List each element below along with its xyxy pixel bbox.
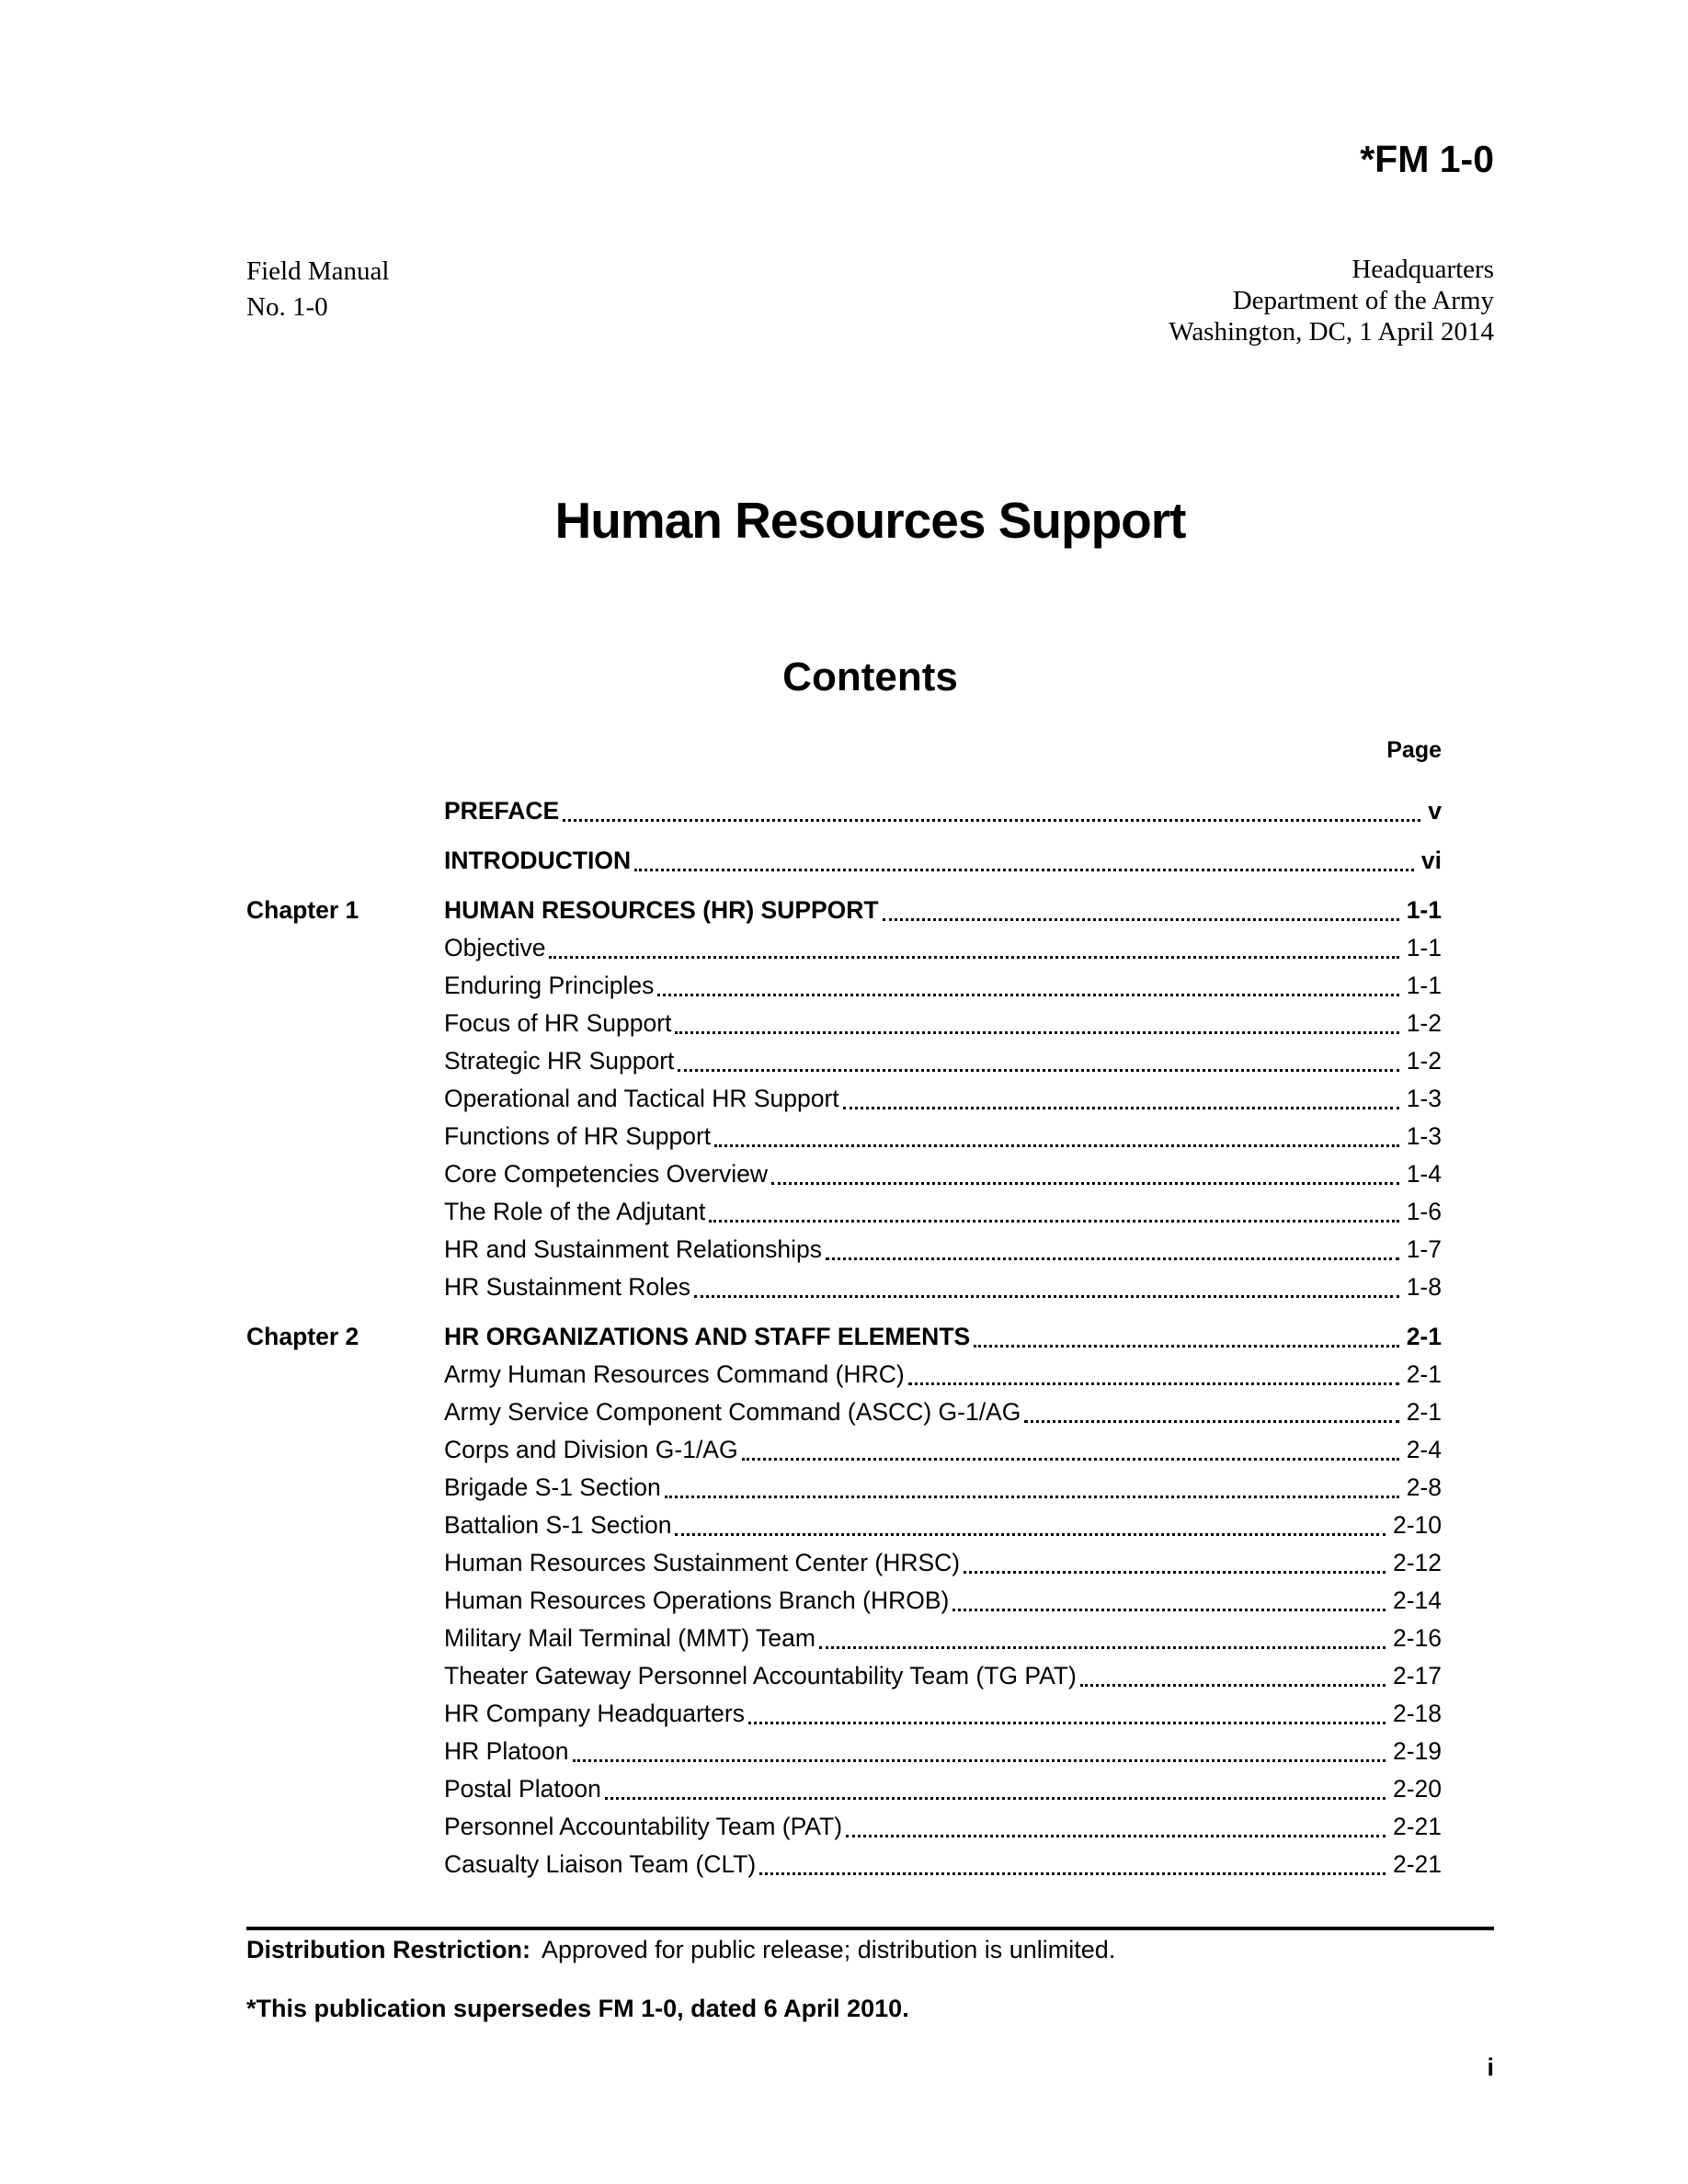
- table-of-contents: [246, 780, 1442, 1883]
- toc-entry-title: Focus of HR Support: [444, 1009, 672, 1037]
- dot-leader: [634, 842, 1414, 871]
- toc-row: [246, 1507, 1442, 1544]
- toc-page-number: 2-18: [1392, 1700, 1442, 1727]
- toc-chapter-label: [246, 1469, 444, 1507]
- toc-entry-title: Operational and Tactical HR Support: [444, 1085, 839, 1112]
- toc-row: [246, 1808, 1442, 1846]
- toc-page-number: 2-4: [1406, 1436, 1442, 1463]
- dot-leader: [665, 1469, 1399, 1498]
- toc-entry-title: Corps and Division G-1/AG: [444, 1436, 738, 1463]
- toc-page-number: 2-19: [1392, 1737, 1442, 1765]
- toc-page-number: 1-6: [1406, 1198, 1442, 1225]
- toc-row: [246, 1042, 1442, 1080]
- toc-entry-title: Casualty Liaison Team (CLT): [444, 1850, 757, 1878]
- page-column-label: Page: [1386, 737, 1442, 763]
- toc-page-number: vi: [1420, 847, 1442, 874]
- toc-page-number: 2-16: [1392, 1624, 1442, 1652]
- dot-leader: [883, 892, 1399, 921]
- toc-chapter-label: [246, 1431, 444, 1469]
- distribution-restriction-label: Distribution Restriction:: [246, 1936, 530, 1963]
- toc-row: [246, 892, 1442, 929]
- toc-entry-title: HR Platoon: [444, 1737, 569, 1765]
- toc-row: [246, 792, 1442, 830]
- department-line: Department of the Army: [1232, 286, 1494, 315]
- dot-leader: [843, 1080, 1399, 1109]
- toc-row: [246, 1080, 1442, 1118]
- toc-page-number: 1-3: [1406, 1122, 1442, 1150]
- toc-page-number: 1-1: [1406, 896, 1442, 924]
- toc-page-number: v: [1428, 797, 1442, 825]
- toc-row: [246, 1118, 1442, 1155]
- dot-leader: [952, 1582, 1386, 1611]
- manual-number: No. 1-0: [246, 292, 328, 322]
- supersession-note: *This publication supersedes FM 1-0, dated 6 April 2010.: [246, 1995, 909, 2022]
- distribution-restriction: [246, 1936, 1494, 1964]
- footer-divider-rule: [246, 1927, 1494, 1930]
- toc-row: [246, 1268, 1442, 1306]
- toc-chapter-label: [246, 1695, 444, 1733]
- dot-leader: [573, 1733, 1386, 1762]
- page-title: Human Resources Support: [554, 492, 1186, 549]
- dot-leader: [1080, 1657, 1386, 1687]
- toc-entry-title: Core Competencies Overview: [444, 1160, 768, 1188]
- toc-entry-title: Personnel Accountability Team (PAT): [444, 1813, 843, 1840]
- toc-chapter-label: [246, 1268, 444, 1306]
- dot-leader: [675, 1005, 1398, 1034]
- dot-leader: [605, 1770, 1386, 1800]
- field-manual-label: Field Manual: [246, 256, 390, 286]
- toc-page-number: 2-1: [1406, 1398, 1442, 1426]
- masthead: [246, 254, 1494, 347]
- toc-row: [246, 1695, 1442, 1733]
- toc-row: [246, 929, 1442, 967]
- toc-row: [246, 1469, 1442, 1507]
- toc-entry-title: PREFACE: [444, 797, 560, 825]
- dot-leader: [819, 1620, 1386, 1649]
- toc-row: [246, 967, 1442, 1005]
- toc-chapter-label: [246, 929, 444, 967]
- toc-chapter-label: [246, 1507, 444, 1544]
- toc-page-number: 1-2: [1406, 1047, 1442, 1075]
- toc-page-number: 1-1: [1406, 972, 1442, 999]
- toc-page-number: 2-10: [1392, 1511, 1442, 1539]
- toc-entry-title: HUMAN RESOURCES (HR) SUPPORT: [444, 896, 879, 924]
- toc-row: [246, 1544, 1442, 1582]
- toc-page-number: 1-3: [1406, 1085, 1442, 1112]
- toc-entry-title: Military Mail Terminal (MMT) Team: [444, 1624, 815, 1652]
- toc-chapter-label: [246, 1005, 444, 1042]
- toc-row: [246, 1356, 1442, 1393]
- toc-row: [246, 1620, 1442, 1657]
- toc-chapter-label: [246, 792, 444, 830]
- toc-row: [246, 842, 1442, 880]
- toc-page-number: 2-21: [1392, 1813, 1442, 1840]
- toc-row: [246, 1193, 1442, 1231]
- toc-rows: [246, 792, 1442, 1883]
- toc-page-number: 1-2: [1406, 1009, 1442, 1037]
- headquarters-line: Headquarters: [1352, 255, 1494, 284]
- dot-leader: [759, 1846, 1386, 1875]
- toc-chapter-label: [246, 1356, 444, 1393]
- toc-chapter-label: [246, 967, 444, 1005]
- toc-row: [246, 1657, 1442, 1695]
- doc-number: *FM 1-0: [1360, 138, 1494, 180]
- date-line: Washington, DC, 1 April 2014: [1169, 317, 1494, 347]
- toc-page-number: 1-7: [1406, 1235, 1442, 1263]
- dot-leader: [694, 1268, 1399, 1298]
- toc-entry-title: Functions of HR Support: [444, 1122, 712, 1150]
- toc-chapter-label: [246, 1544, 444, 1582]
- toc-entry-title: Strategic HR Support: [444, 1047, 675, 1075]
- dot-leader: [974, 1318, 1399, 1348]
- toc-chapter-label: [246, 1657, 444, 1695]
- toc-chapter-label: [246, 842, 444, 880]
- toc-row: [246, 1770, 1442, 1808]
- toc-entry-title: Battalion S-1 Section: [444, 1511, 672, 1539]
- toc-entry-title: Human Resources Sustainment Center (HRSC): [444, 1549, 961, 1576]
- masthead-right: [1169, 254, 1494, 347]
- dot-leader: [657, 967, 1398, 996]
- toc-entry-title: The Role of the Adjutant: [444, 1198, 706, 1225]
- dot-leader: [846, 1808, 1386, 1837]
- dot-leader: [826, 1231, 1399, 1260]
- toc-row: [246, 1582, 1442, 1620]
- toc-page-number: 2-1: [1406, 1360, 1442, 1388]
- dot-leader: [549, 929, 1398, 959]
- toc-page-number: 1-1: [1406, 934, 1442, 961]
- dot-leader: [964, 1544, 1386, 1574]
- toc-entry-title: Army Service Component Command (ASCC) G-1/AG: [444, 1398, 1021, 1426]
- toc-entry-title: HR ORGANIZATIONS AND STAFF ELEMENTS: [444, 1323, 971, 1350]
- toc-entry-title: Human Resources Operations Branch (HROB): [444, 1587, 950, 1614]
- page-number: i: [1487, 2053, 1494, 2081]
- toc-page-number: 2-8: [1406, 1473, 1442, 1501]
- toc-page-number: 1-8: [1406, 1273, 1442, 1301]
- toc-chapter-label: [246, 1080, 444, 1118]
- toc-chapter-label: [246, 1620, 444, 1657]
- toc-chapter-label: Chapter 1: [246, 896, 359, 924]
- dot-leader: [563, 792, 1420, 822]
- dot-leader: [714, 1118, 1399, 1147]
- dot-leader: [675, 1507, 1385, 1536]
- contents-heading: Contents: [782, 654, 958, 700]
- toc-row: [246, 1231, 1442, 1268]
- toc-chapter-label: [246, 1770, 444, 1808]
- toc-page-number: 2-1: [1406, 1323, 1442, 1350]
- toc-row: [246, 1155, 1442, 1193]
- toc-entry-title: Postal Platoon: [444, 1775, 601, 1803]
- toc-chapter-label: [246, 1808, 444, 1846]
- toc-page-number: 2-17: [1392, 1662, 1442, 1689]
- toc-row: [246, 1846, 1442, 1883]
- toc-chapter-label: [246, 1582, 444, 1620]
- toc-entry-title: INTRODUCTION: [444, 847, 632, 874]
- toc-entry-title: Enduring Principles: [444, 972, 655, 999]
- toc-chapter-label: Chapter 2: [246, 1323, 359, 1350]
- toc-row: [246, 1318, 1442, 1356]
- dot-leader: [709, 1193, 1398, 1223]
- toc-chapter-label: [246, 1846, 444, 1883]
- toc-row: [246, 1005, 1442, 1042]
- masthead-left: [246, 254, 389, 347]
- toc-chapter-label: [246, 1118, 444, 1155]
- toc-page-number: 1-4: [1406, 1160, 1442, 1188]
- toc-entry-title: Brigade S-1 Section: [444, 1473, 661, 1501]
- toc-page-number: 2-12: [1392, 1549, 1442, 1576]
- toc-entry-title: HR and Sustainment Relationships: [444, 1235, 822, 1263]
- distribution-restriction-text: Approved for public release; distribution is unlimited.: [542, 1936, 1116, 1963]
- toc-entry-title: HR Sustainment Roles: [444, 1273, 691, 1301]
- toc-row: [246, 1393, 1442, 1431]
- dot-leader: [742, 1431, 1399, 1461]
- toc-page-number: 2-20: [1392, 1775, 1442, 1803]
- toc-page-number: 2-14: [1392, 1587, 1442, 1614]
- toc-page-number: 2-21: [1392, 1850, 1442, 1878]
- toc-chapter-label: [246, 1393, 444, 1431]
- dot-leader: [908, 1356, 1399, 1385]
- dot-leader: [1024, 1393, 1398, 1423]
- toc-row: [246, 1733, 1442, 1770]
- toc-row: [246, 1431, 1442, 1469]
- toc-entry-title: Army Human Resources Command (HRC): [444, 1360, 905, 1388]
- toc-entry-title: Theater Gateway Personnel Accountability Team (TG PAT): [444, 1662, 1077, 1689]
- toc-chapter-label: [246, 1231, 444, 1268]
- toc-entry-title: Objective: [444, 934, 546, 961]
- dot-leader: [678, 1042, 1398, 1072]
- toc-chapter-label: [246, 1042, 444, 1080]
- dot-leader: [771, 1155, 1399, 1185]
- toc-chapter-label: [246, 1155, 444, 1193]
- toc-entry-title: HR Company Headquarters: [444, 1700, 745, 1727]
- toc-chapter-label: [246, 1193, 444, 1231]
- toc-chapter-label: [246, 1733, 444, 1770]
- dot-leader: [748, 1695, 1386, 1724]
